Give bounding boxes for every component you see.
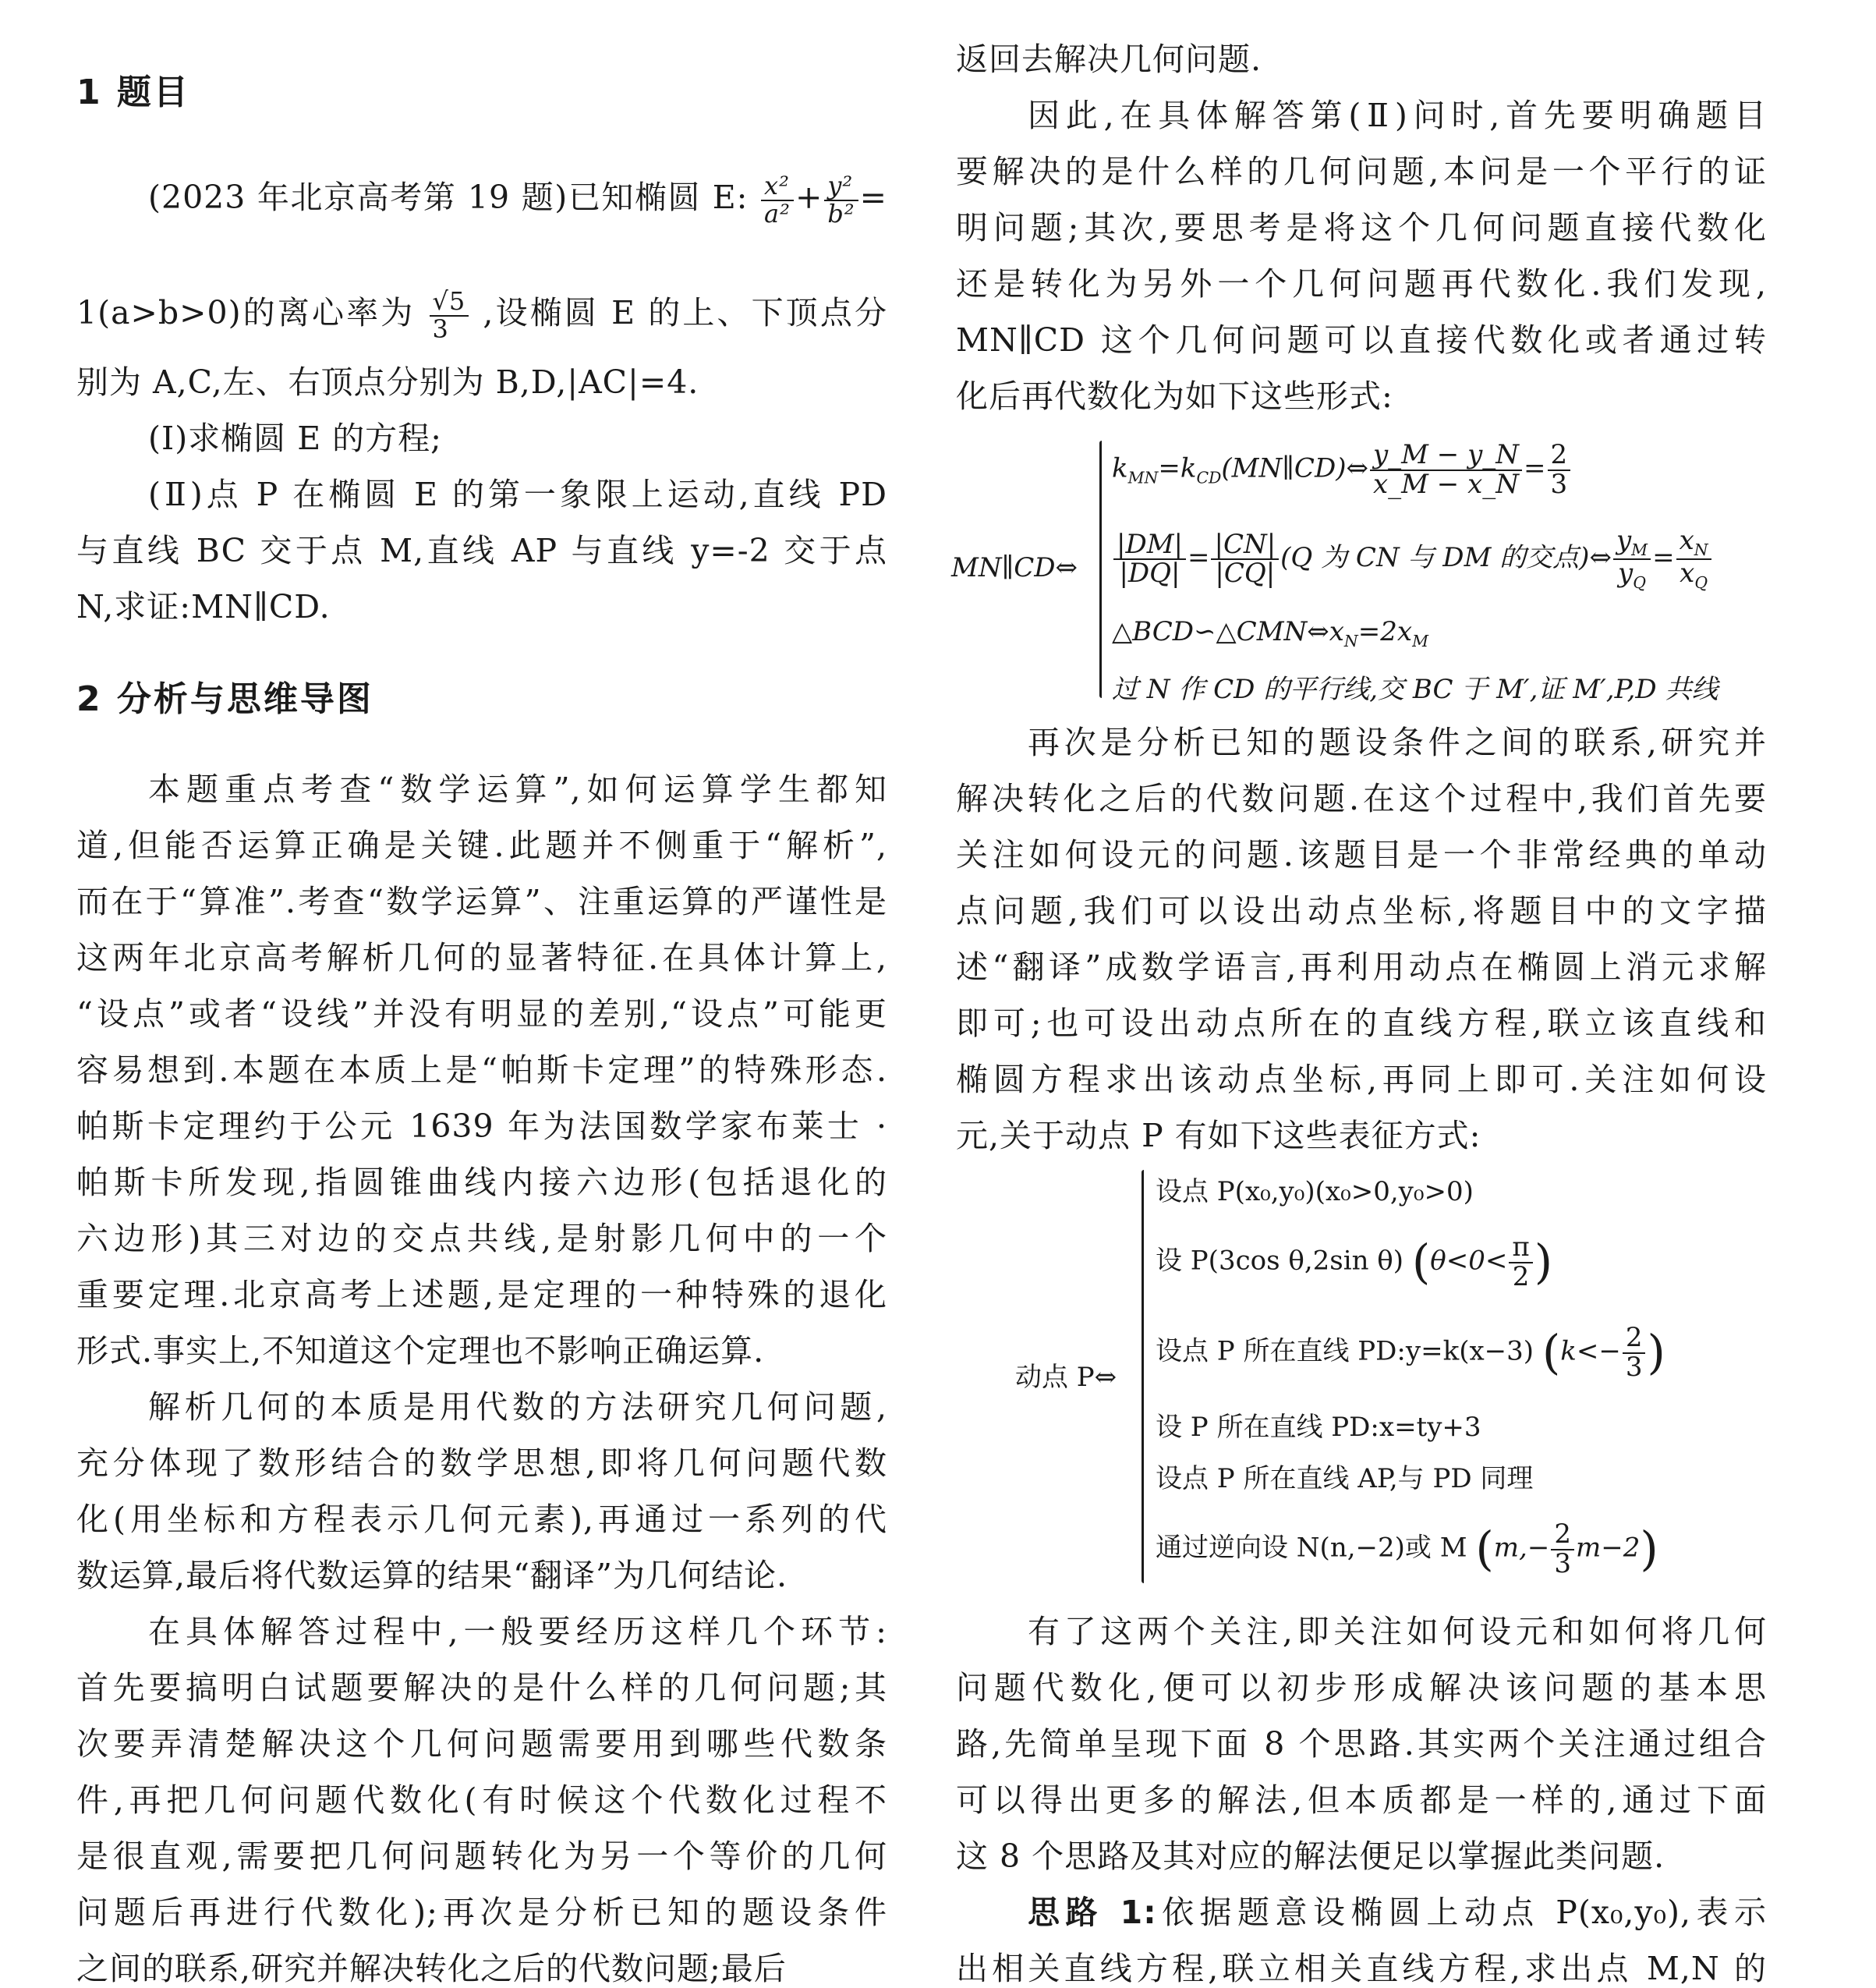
paragraph-line: 化(用坐标和方程表示几何元素),再通过一系列的代 <box>76 1501 887 1538</box>
paragraph-line: 解析几何的本质是用代数的方法研究几何问题, <box>148 1388 887 1426</box>
paragraph-line: 在具体解答过程中,一般要经历这样几个环节: <box>148 1613 887 1650</box>
paragraph-line: 还是转化为另外一个几何问题再代数化.我们发现, <box>956 265 1767 303</box>
paragraph-line: 重要定理.北京高考上述题,是定理的一种特殊的退化 <box>76 1276 887 1313</box>
brace-2 <box>1142 1170 1144 1583</box>
paragraph-line: 容易想到.本题在本质上是“帕斯卡定理”的特殊形态. <box>76 1051 887 1089</box>
brace-1 <box>1099 441 1102 698</box>
problem-line-3: 别为 A,C,左、右顶点分别为 B,D,|AC|=4. <box>76 363 699 401</box>
paragraph-line: MN∥CD 这个几何问题可以直接代数化或者通过转 <box>956 321 1767 359</box>
brace-2-row-4: 设 P 所在直线 PD:x=ty+3 <box>1156 1412 1481 1443</box>
paragraph-line: 问题后再进行代数化);再次是分析已知的题设条件 <box>76 1894 887 1931</box>
question-2-line-1: (Ⅱ)点 P 在椭圆 E 的第一象限上运动,直线 PD <box>148 476 887 513</box>
brace-2-row-2: 设 P(3cos θ,2sin θ) (θ<0< $\frac{\pi}{2}$ ) <box>1156 1231 1553 1292</box>
ellipse-y-term: $\frac{\text{y²}}{\text{b²}}$ <box>824 173 858 227</box>
paragraph-line: 化后再代数化为如下这些形式: <box>956 377 1393 415</box>
paragraph-line: 帕斯卡定理约于公元 1639 年为法国数学家布莱士 · <box>76 1107 887 1145</box>
thought-1-line-1: 思路 1:依据题意设椭圆上动点 P(x₀,y₀),表示 <box>1028 1894 1767 1931</box>
brace-1-row-3: $\triangle BCD∽\triangle CMN\Leftrightarrow x_N=2x_M$ <box>1112 616 1428 650</box>
paragraph-line: 之间的联系,研究并解决转化之后的代数问题;最后 <box>76 1950 787 1987</box>
problem-line-1: (2023 年北京高考第 19 题)已知椭圆 E: $\frac{\text{x²}}{\text{a²}}$ + $\frac{\text{y²}}{\text{b²}}$ = <box>148 171 887 229</box>
paragraph-line: 即可;也可设出动点所在的直线方程,联立该直线和 <box>956 1005 1767 1042</box>
continuation-line: 返回去解决几何问题. <box>956 41 1262 78</box>
paragraph-line: 件,再把几何问题代数化(有时候这个代数化过程不 <box>76 1781 887 1819</box>
paragraph-line: 有了这两个关注,即关注如何设元和如何将几何 <box>1028 1613 1767 1650</box>
question-1: (Ⅰ)求椭圆 E 的方程; <box>148 420 442 457</box>
paragraph-line: “设点”或者“设线”并没有明显的差别,“设点”可能更 <box>76 995 887 1033</box>
brace-2-row-5: 设点 P 所在直线 AP,与 PD 同理 <box>1156 1463 1534 1494</box>
brace-2-row-1: 设点 P(x₀,y₀)(x₀>0,y₀>0) <box>1156 1176 1474 1207</box>
paragraph-line: 而在于“算准”.考查“数学运算”、注重运算的严谨性是 <box>76 883 887 920</box>
brace-1-label: MN∥CD⇔ <box>951 552 1078 583</box>
paragraph-line: 帕斯卡所发现,指圆锥曲线内接六边形(包括退化的 <box>76 1164 887 1201</box>
paragraph-line: 再次是分析已知的题设条件之间的联系,研究并 <box>1028 724 1767 761</box>
paragraph-line: 点问题,我们可以设出动点坐标,将题目中的文字描 <box>956 892 1767 930</box>
paragraph-line: 这 8 个思路及其对应的解法便足以掌握此类问题. <box>956 1837 1665 1875</box>
brace-1-row-1: $k_{MN}=k_{CD}(MN\parallel CD)\Leftrightarrow$ $\frac{y\_M - y\_N}{x\_M - x\_N}$ = $\frac{2}{3}$ <box>1112 441 1572 498</box>
paragraph-line: 这两年北京高考解析几何的显著特征.在具体计算上, <box>76 939 887 976</box>
brace-2-row-3: 设点 P 所在直线 PD:y=k(x−3) (k<− $\frac{2}{3}$ ) <box>1156 1322 1665 1383</box>
ellipse-x-term: $\frac{\text{x²}}{\text{a²}}$ <box>761 173 794 227</box>
paragraph-line: 道,但能否运算正确是关键.此题并不侧重于“解析”, <box>76 827 887 864</box>
paragraph-line: 元,关于动点 P 有如下这些表征方式: <box>956 1117 1481 1154</box>
paragraph-line: 明问题;其次,要思考是将这个几何问题直接代数化 <box>956 209 1767 246</box>
question-2-line-3: N,求证:MN∥CD. <box>76 588 331 625</box>
paragraph-line: 首先要搞明白试题要解决的是什么样的几何问题;其 <box>76 1669 887 1706</box>
problem-line-2: 1(a>b>0)的离心率为 $\frac{√5}{3}$ ,设椭圆 E 的上、下顶点分 <box>76 286 887 344</box>
paragraph-line: 是很直观,需要把几何问题转化为另一个等价的几何 <box>76 1837 887 1875</box>
paragraph-line: 数运算,最后将代数运算的结果“翻译”为几何结论. <box>76 1557 788 1594</box>
question-2-line-2: 与直线 BC 交于点 M,直线 AP 与直线 y=-2 交于点 <box>76 532 887 569</box>
eccentricity-fraction: $\frac{√5}{3}$ <box>430 289 469 342</box>
paragraph-line: 可以得出更多的解法,但本质都是一样的,通过下面 <box>956 1781 1767 1819</box>
thought-1-label: 思路 1: <box>1028 1894 1157 1931</box>
paragraph-line: 关注如何设元的问题.该题目是一个非常经典的单动 <box>956 836 1767 874</box>
paragraph-line: 椭圆方程求出该动点坐标,再同上即可.关注如何设 <box>956 1061 1767 1098</box>
brace-1-row-2: $\frac{|DM|}{|DQ|}$ = $\frac{|CN|}{|CQ|}$ (Q 为 CN 与 DM 的交点)⇔ $\frac{y_M}{y_Q}$ = $\frac{x_N}{x_Q}$ <box>1112 527 1713 591</box>
section-2-title: 2 分析与思维导图 <box>76 679 373 719</box>
paragraph-line: 解决转化之后的代数问题.在这个过程中,我们首先要 <box>956 780 1767 817</box>
paragraph-line: 要解决的是什么样的几何问题,本问是一个平行的证 <box>956 153 1767 190</box>
brace-1-row-4: 过 N 作 CD 的平行线,交 BC 于 M′,证 M′,P,D 共线 <box>1112 674 1718 705</box>
paragraph-line: 形式.事实上,不知道这个定理也不影响正确运算. <box>76 1332 765 1370</box>
paragraph-line: 问题代数化,便可以初步形成解决该问题的基本思 <box>956 1669 1767 1706</box>
section-1-title: 1 题目 <box>76 73 190 112</box>
brace-2-row-6: 通过逆向设 N(n,−2)或 M (m,− $\frac{2}{3}$ m−2) <box>1156 1518 1658 1579</box>
paragraph-line: 次要弄清楚解决这个几何问题需要用到哪些代数条 <box>76 1725 887 1763</box>
brace-2-label: 动点 P⇔ <box>1015 1362 1117 1393</box>
paragraph-line: 本题重点考查“数学运算”,如何运算学生都知 <box>148 771 887 808</box>
paragraph-line: 路,先简单呈现下面 8 个思路.其实两个关注通过组合 <box>956 1725 1767 1763</box>
paragraph-line: 述“翻译”成数学语言,再利用动点在椭圆上消元求解 <box>956 948 1767 986</box>
paragraph-line: 六边形)其三对边的交点共线,是射影几何中的一个 <box>76 1220 887 1257</box>
paragraph-line: 充分体现了数形结合的数学思想,即将几何问题代数 <box>76 1444 887 1482</box>
paragraph-line: 因此,在具体解答第(Ⅱ)问时,首先要明确题目 <box>1028 97 1767 134</box>
thought-1-line-2: 出相关直线方程,联立相关直线方程,求出点 M,N 的 <box>956 1950 1767 1987</box>
